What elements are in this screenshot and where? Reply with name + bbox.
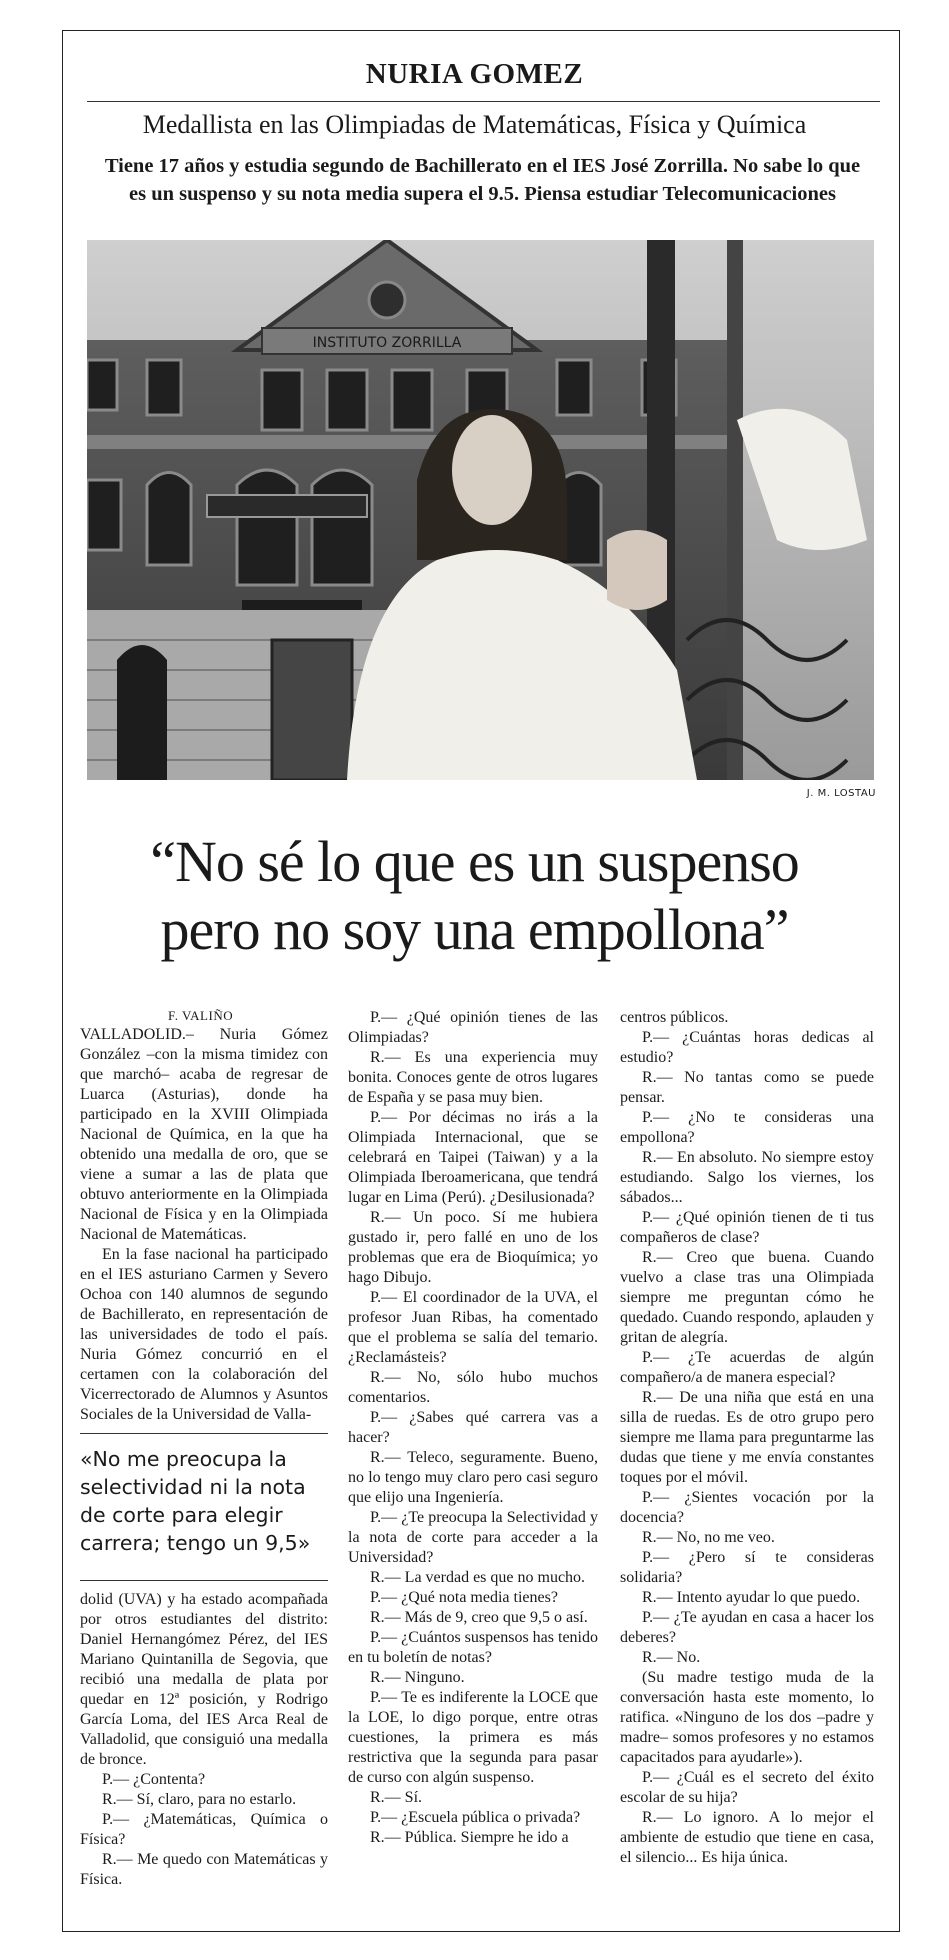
- paragraph: dolid (UVA) y ha estado acompañada por otros estudiantes del distrito: Daniel Hernangómez Pérez, del IES Mariano Quintanilla de Segovia, que recibió una medalla de plata por quedar en 12ª posición, y Rodrigo García Loma, del IES Arca Real de Valladolid, que consiguió una medalla de bronce.: [80, 1591, 328, 1768]
- answer: R.— Es una experiencia muy bonita. Conoces gente de otros lugares de España y se pasa muy bien.: [348, 1049, 598, 1106]
- paragraph: VALLADOLID.– Nuria Gómez González –con la misma timidez con que marchó– acaba de regresar de Luarca (Asturias), donde ha participado en la XVIII Olimpiada Nacional de Química, en la que ha obtenido una medalla de oro, que se viene a sumar a las de plata que obtuvo anteriormente en la Olimpiada Nacional de Física y en la Olimpiada Nacional de Matemáticas.: [80, 1026, 328, 1243]
- question: P.— ¿Qué opinión tienes de las Olimpiadas?: [348, 1009, 598, 1046]
- question: P.— ¿Te acuerdas de algún compañero/a de manera especial?: [620, 1349, 874, 1386]
- article-intro: Tiene 17 años y estudia segundo de Bachillerato en el IES José Zorrilla. No sabe lo que es un suspenso y su nota media supera el 9.5. Piensa estudiar Telecomunicaciones: [104, 155, 861, 205]
- question: P.— ¿No te consideras una empollona?: [620, 1109, 874, 1146]
- headline: [0, 828, 949, 964]
- answer: R.— Teleco, seguramente. Bueno, no lo tengo muy claro pero casi seguro que elijo una Ingeniería.: [348, 1449, 598, 1506]
- question: P.— ¿Qué nota media tienes?: [370, 1589, 558, 1606]
- paragraph: En la fase nacional ha participado en el IES asturiano Carmen y Severo Ochoa con 140 alumnos de segundo de Bachillerato, en representación de las universidades de todo el país. Nuria Gómez concurrió en el certamen con la colaboración del Vicerrectorado de Alumnos y Asuntos Sociales de la Universidad de Valla-: [80, 1246, 328, 1423]
- answer: R.— No.: [642, 1649, 701, 1666]
- question: P.— ¿Pero sí te consideras solidaria?: [620, 1549, 874, 1586]
- photo-sign-text: INSTITUTO ZORRILLA: [312, 335, 462, 351]
- photo-illustration: [87, 240, 874, 780]
- answer: R.— Ninguno.: [370, 1669, 465, 1686]
- question: P.— ¿Cuántos suspensos has tenido en tu boletín de notas?: [348, 1629, 598, 1666]
- question: P.— ¿Sientes vocación por la docencia?: [620, 1489, 874, 1526]
- question: P.— Por décimas no irás a la Olimpiada Internacional, que se celebrará en Taipei (Taiwan) y a la Olimpiada Iberoamericana, que tendrá lugar en Lima (Perú). ¿Desilusionada?: [348, 1109, 598, 1206]
- column-1-bottom: [80, 1590, 328, 1890]
- headline-line-2: pero no soy una empollona”: [160, 897, 789, 962]
- question: P.— ¿Cuál es el secreto del éxito escolar de su hija?: [620, 1769, 874, 1806]
- answer: R.— Pública. Siempre he ido a: [370, 1829, 569, 1846]
- answer: R.— Me quedo con Matemáticas y Física.: [80, 1851, 328, 1888]
- answer: R.— En absoluto. No siempre estoy estudiando. Salgo los viernes, los sábados...: [620, 1149, 874, 1206]
- answer: R.— De una niña que está en una silla de ruedas. Es de otro grupo pero siempre me llama para preguntarme las dudas que tiene y me envía constantes toques por el móvil.: [620, 1389, 874, 1486]
- answer: R.— Lo ignoro. A lo mejor el ambiente de estudio que tiene en casa, el silencio... Es hija única.: [620, 1809, 874, 1866]
- article-photo: [87, 240, 874, 780]
- column-3: [620, 1008, 874, 1868]
- question: P.— ¿Te ayudan en casa a hacer los deberes?: [620, 1609, 874, 1646]
- answer: R.— Sí, claro, para no estarlo.: [102, 1791, 297, 1808]
- question: P.— ¿Escuela pública o privada?: [370, 1809, 581, 1826]
- answer: R.— Más de 9, creo que 9,5 o así.: [370, 1609, 588, 1626]
- question: P.— ¿Contenta?: [102, 1771, 206, 1788]
- interviewee-name: NURIA GOMEZ: [365, 58, 584, 90]
- byline: F. VALIÑO: [168, 1008, 234, 1023]
- question: P.— ¿Te preocupa la Selectividad y la nota de corte para acceder a la Universidad?: [348, 1509, 598, 1566]
- answer: R.— No tantas como se puede pensar.: [620, 1069, 874, 1106]
- answer: R.— Un poco. Sí me hubiera gustado ir, pero fallé en uno de los problemas que era de Bioquímica; yo hago Dibujo.: [348, 1209, 598, 1286]
- answer: R.— No, no me veo.: [642, 1529, 775, 1546]
- column-1-top: [80, 1025, 328, 1425]
- photo-credit: J. M. LOSTAU: [806, 788, 876, 799]
- pull-quote-rule-top: [80, 1433, 328, 1434]
- question: P.— Te es indiferente la LOCE que la LOE, lo digo porque, entre otras cuestiones, la primera es más restrictiva que la segunda para pasar de curso con algún suspenso.: [348, 1689, 598, 1786]
- pull-quote-rule-bottom: [80, 1580, 328, 1581]
- column-2: [348, 1008, 598, 1848]
- answer: R.— Creo que buena. Cuando vuelvo a clase tras una Olimpiada siempre me preguntan cómo he quedado. Cuando respondo, aplauden y gritan de alegría.: [620, 1249, 874, 1346]
- answer: R.— No, sólo hubo muchos comentarios.: [348, 1369, 598, 1406]
- answer: R.— Sí.: [370, 1789, 423, 1806]
- paragraph: centros públicos.: [620, 1009, 729, 1026]
- answer: R.— La verdad es que no mucho.: [370, 1569, 586, 1586]
- headline-line-1: “No sé lo que es un suspenso: [150, 829, 799, 894]
- question: P.— ¿Matemáticas, Química o Física?: [80, 1811, 328, 1848]
- question: P.— El coordinador de la UVA, el profesor Juan Ribas, ha comentado que el problema se salía del temario. ¿Reclamásteis?: [348, 1289, 598, 1366]
- header-rule: [87, 101, 880, 102]
- pull-quote: «No me preocupa la selectividad ni la nota de corte para elegir carrera; tengo un 9,5»: [80, 1447, 311, 1555]
- question: P.— ¿Cuántas horas dedicas al estudio?: [620, 1029, 874, 1066]
- paragraph: (Su madre testigo muda de la conversación hasta este momento, lo ratifica. «Ninguno de los dos –padre y madre– somos profesores y no estamos capacitados para ayudarle»).: [620, 1669, 874, 1766]
- question: P.— ¿Qué opinión tienen de ti tus compañeros de clase?: [620, 1209, 874, 1246]
- article-subtitle: Medallista en las Olimpiadas de Matemáticas, Física y Química: [142, 110, 807, 139]
- question: P.— ¿Sabes qué carrera vas a hacer?: [348, 1409, 598, 1446]
- answer: R.— Intento ayudar lo que puedo.: [642, 1589, 861, 1606]
